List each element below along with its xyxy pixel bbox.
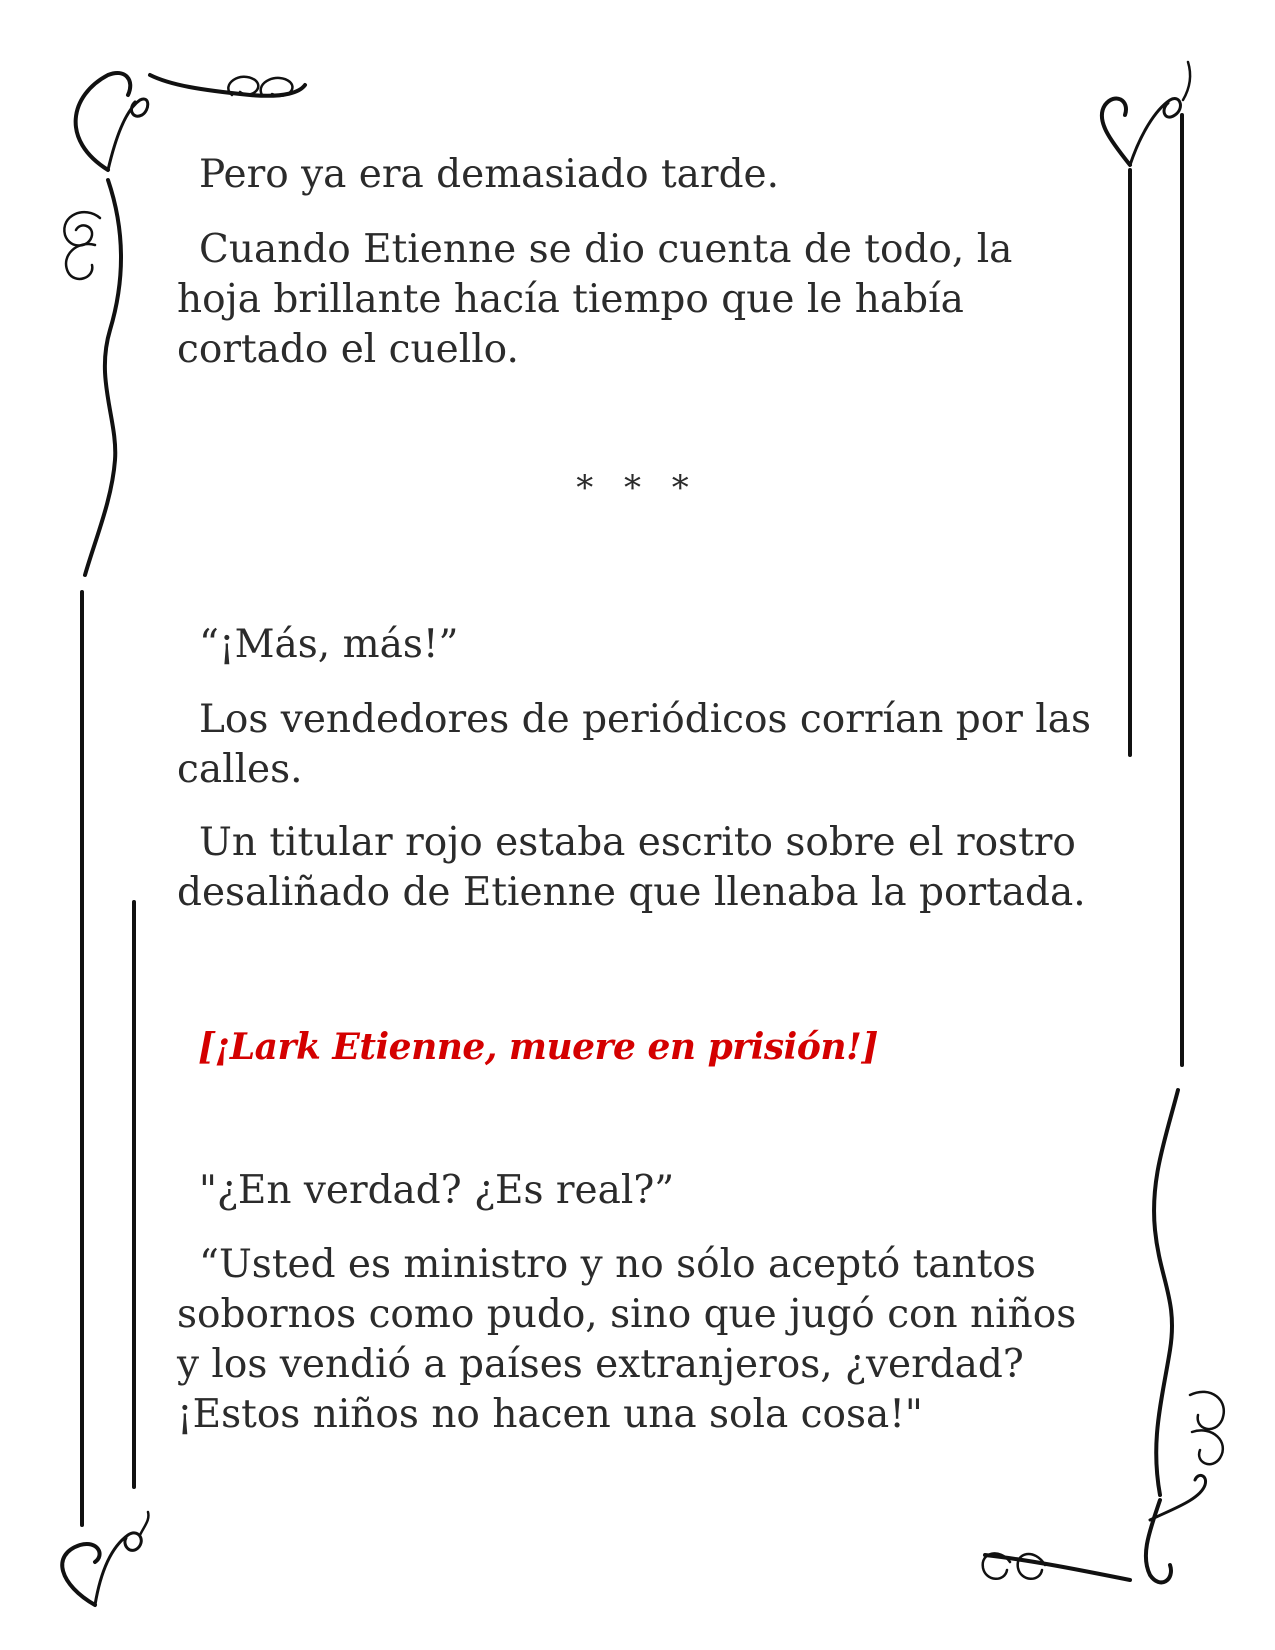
paragraph-5: Un titular rojo estaba escrito sobre el rostro desaliñado de Etienne que llenaba la portada. [177,820,1086,915]
paragraph-1: Pero ya era demasiado tarde. [199,152,780,197]
paragraph-4: Los vendedores de periódicos corrían por las calles. [177,697,1091,792]
top-right-flourish [1102,62,1190,165]
paragraph-2: Cuando Etienne se dio cuenta de todo, la hoja brillante hacía tiempo que le había cortado el cuello. [177,227,1013,372]
bottom-left-flourish [62,1512,148,1605]
paragraph-3: “¡Más, más!” [199,622,459,667]
paragraph-7: “Usted es ministro y no sólo aceptó tantos sobornos como pudo, sino que jugó con niños y los vendió a países extranjeros, ¿verdad? ¡Estos niños no hacen una sola cosa!" [177,1242,1077,1437]
red-headline: [¡Lark Etienne, muere en prisión!] [198,1026,878,1068]
scene-separator: * * * [576,468,699,508]
paragraph-6: "¿En verdad? ¿Es real?” [199,1168,675,1213]
